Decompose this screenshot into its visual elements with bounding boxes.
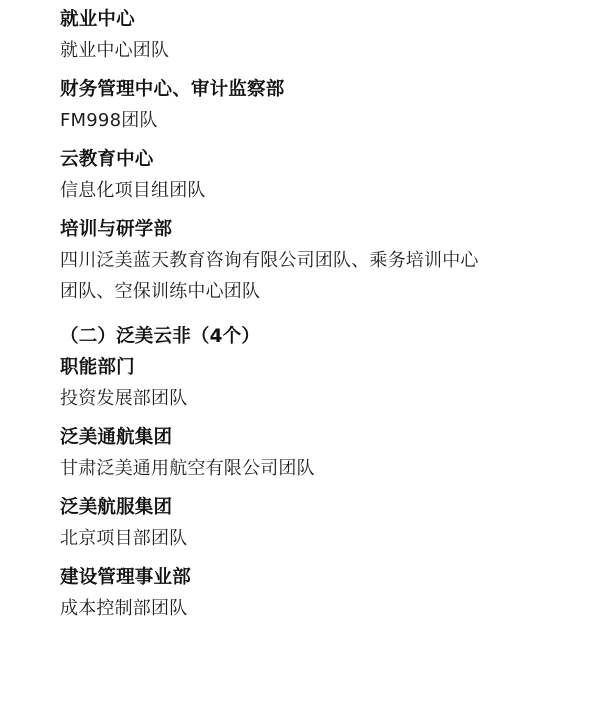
- heading-employment-center: 就业中心: [60, 9, 135, 30]
- content-block-employment-center: [60, 4, 574, 66]
- section-title-fanmei-yunfei: （二）泛美云非（4个）: [60, 326, 261, 347]
- content-block-general-aviation-group: [60, 422, 574, 484]
- body-training-teams-line-1: 四川泛美蓝天教育咨询有限公司团队、乘务培训中心: [60, 250, 479, 271]
- heading-finance-audit: 财务管理中心、审计监察部: [60, 79, 285, 100]
- heading-training-research-dept: 培训与研学部: [60, 219, 173, 240]
- content-block-cloud-education: [60, 144, 574, 206]
- content-block-functional-dept: [60, 352, 574, 414]
- body-investment-development-team: 投资发展部团队: [60, 388, 188, 409]
- spacer: [60, 66, 574, 74]
- heading-cloud-education-center: 云教育中心: [60, 149, 154, 170]
- body-employment-center-team: 就业中心团队: [60, 40, 170, 61]
- body-beijing-project-team: 北京项目部团队: [60, 528, 188, 549]
- content-block-section-two: [60, 321, 574, 352]
- spacer: [60, 554, 574, 562]
- heading-aviation-service-group: 泛美航服集团: [60, 497, 173, 518]
- heading-functional-dept: 职能部门: [60, 357, 135, 378]
- content-block-finance-audit: [60, 74, 574, 136]
- content-block-construction-management: [60, 562, 574, 624]
- body-fm998-team: FM998团队: [60, 110, 158, 131]
- heading-construction-management-dept: 建设管理事业部: [60, 567, 191, 588]
- spacer: [60, 484, 574, 492]
- content-block-training-research: [60, 214, 574, 307]
- spacer: [60, 136, 574, 144]
- spacer: [60, 307, 574, 321]
- spacer: [60, 414, 574, 422]
- heading-general-aviation-group: 泛美通航集团: [60, 427, 173, 448]
- body-training-teams-line-2: 团队、空保训练中心团队: [60, 281, 261, 302]
- content-block-aviation-service-group: [60, 492, 574, 554]
- spacer: [60, 206, 574, 214]
- body-cost-control-team: 成本控制部团队: [60, 598, 188, 619]
- body-informatization-project-team: 信息化项目组团队: [60, 180, 206, 201]
- body-gansu-general-aviation-team: 甘肃泛美通用航空有限公司团队: [60, 458, 315, 479]
